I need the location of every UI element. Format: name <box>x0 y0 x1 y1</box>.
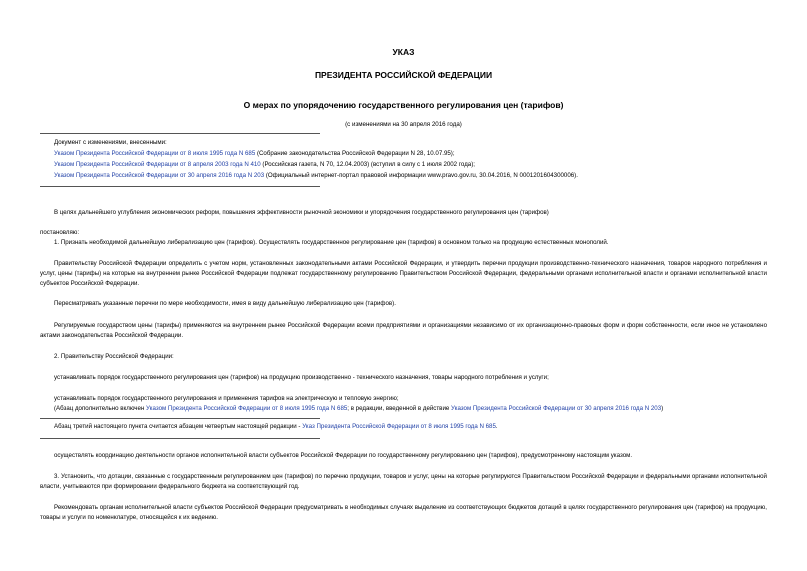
document-heading: О мерах по упорядочению государственного регулирования цен (тарифов) <box>243 100 564 110</box>
amendment-link-2[interactable]: Указом Президента Российской Федерации от 30 апреля 2016 года N 203 <box>451 405 662 412</box>
change-item: Указом Президента Российской Федерации от 30 апреля 2016 года N 203 (Официальный интернет-портал правовой информации www.pravo.gov.ru, 30.04.2016, N 0001201604300006). <box>54 172 578 179</box>
paragraph-6: устанавливать порядок государственного регулирования цен (тарифов) на продукцию производственно - технического назначения, товары народного потребления и услуги; <box>54 374 549 381</box>
change-item: Указом Президента Российской Федерации от 8 июля 1995 года N 685 (Собрание законодательства Российской Федерации N 28, 10.07.95); <box>54 150 455 157</box>
change-link-3[interactable]: Указом Президента Российской Федерации от 30 апреля 2016 года N 203 <box>54 172 265 179</box>
paragraph-5: 2. Правительству Российской Федерации: <box>54 353 174 360</box>
paragraph-9: 3. Установить, что дотации, связанные с государственным регулированием цен (тарифов) по перечню продукции, товаров и услуг, цены на которые регулируются Правительством Российской Федерации и федеральными органами исполнительной власти, учитываются при формировании федерального бюджета на соответствующий год. <box>40 473 767 490</box>
paragraph-8: осуществлять координацию деятельности органов исполнительной власти субъектов Российской Федерации по государственному регулированию цен (тарифов), предусмотренному настоящим указом. <box>54 452 633 459</box>
paragraph-10: Рекомендовать органам исполнительной власти субъектов Российской Федерации предусматривать в необходимых случаях выделение из соответствующих бюджетов дотаций в целях государственного регулирования цен (тарифов) на продукцию, товары и услуги по номенклатуре, относящейся к их ведению. <box>40 504 767 521</box>
paragraph-4: Регулируемые государством цены (тарифы) применяются на внутреннем рынке Российской Федерации всеми предприятиями и организациями независимо от их организационно-правовых форм и форм собственности, если иное не установлено актами законодательства Российской Федерации. <box>40 322 767 339</box>
paragraph-1: 1. Признать необходимой дальнейшую либерализацию цен (тарифов). Осуществлять государственное регулирование цен (тарифов) в основном только на продукцию естественных монополий. <box>54 239 609 246</box>
divider-footnote-bottom <box>40 438 320 439</box>
change-item: Указом Президента Российской Федерации от 8 апреля 2003 года N 410 (Российская газета, N 70, 12.04.2003) (вступил в силу с 1 июля 2002 года); <box>54 161 475 168</box>
paragraph-7: устанавливать порядок государственного регулирования и применения тарифов на электрическую и тепловую энергию; <box>54 395 399 402</box>
document-title: УКАЗ <box>392 47 415 57</box>
resolve-word: постановляю: <box>40 229 80 236</box>
paragraph-2: Правительству Российской Федерации определить с учетом норм, установленных законодательными актами Российской Федерации, и утвердить перечни продукции производственно-технического назначения, товаров народного потребления и услуг, цены (тарифы) на которые на внутреннем рынке Российской Федерации подлежат государственному регулированию Правительством Российской Федерации, федеральными органами исполнительной власти и органами исполнительной власти субъектов Российской Федерации. <box>40 260 767 287</box>
document-subtitle: ПРЕЗИДЕНТА РОССИЙСКОЙ ФЕДЕРАЦИИ <box>314 70 493 80</box>
paragraph-3: Пересматривать указанные перечни по мере необходимости, имея в виду дальнейшую либерализацию цен (тарифов). <box>54 300 396 307</box>
amendment-link-1[interactable]: Указом Президента Российской Федерации от 8 июля 1995 года N 685 <box>146 405 348 412</box>
amendment-note: (Абзац дополнительно включен Указом Президента Российской Федерации от 8 июля 1995 года N 685; в редакции, введенной в действие Указом Президента Российской Федерации от 30 апреля 2016 года N 203) <box>54 405 664 412</box>
divider-bottom <box>40 186 320 187</box>
footnote-link[interactable]: Указ Президента Российской Федерации от 8 июля 1995 года N 685 <box>302 423 496 430</box>
footnote: Абзац третий настоящего пункта считается абзацем четвертым настоящей редакции - Указ Президента Российской Федерации от 8 июля 1995 года N 685. <box>54 423 498 430</box>
preamble: В целях дальнейшего углубления экономических реформ, повышения эффективности рыночной экономики и упорядочения государственного регулирования цен (тарифов) <box>54 209 549 216</box>
changes-intro: Документ с изменениями, внесенными: <box>54 139 167 146</box>
change-link-2[interactable]: Указом Президента Российской Федерации от 8 апреля 2003 года N 410 <box>54 161 261 168</box>
change-link-1[interactable]: Указом Президента Российской Федерации от 8 июля 1995 года N 685 <box>54 150 256 157</box>
divider-footnote-top <box>40 418 320 419</box>
divider-top <box>40 133 320 134</box>
edition-note: (с изменениями на 30 апреля 2016 года) <box>345 121 462 128</box>
